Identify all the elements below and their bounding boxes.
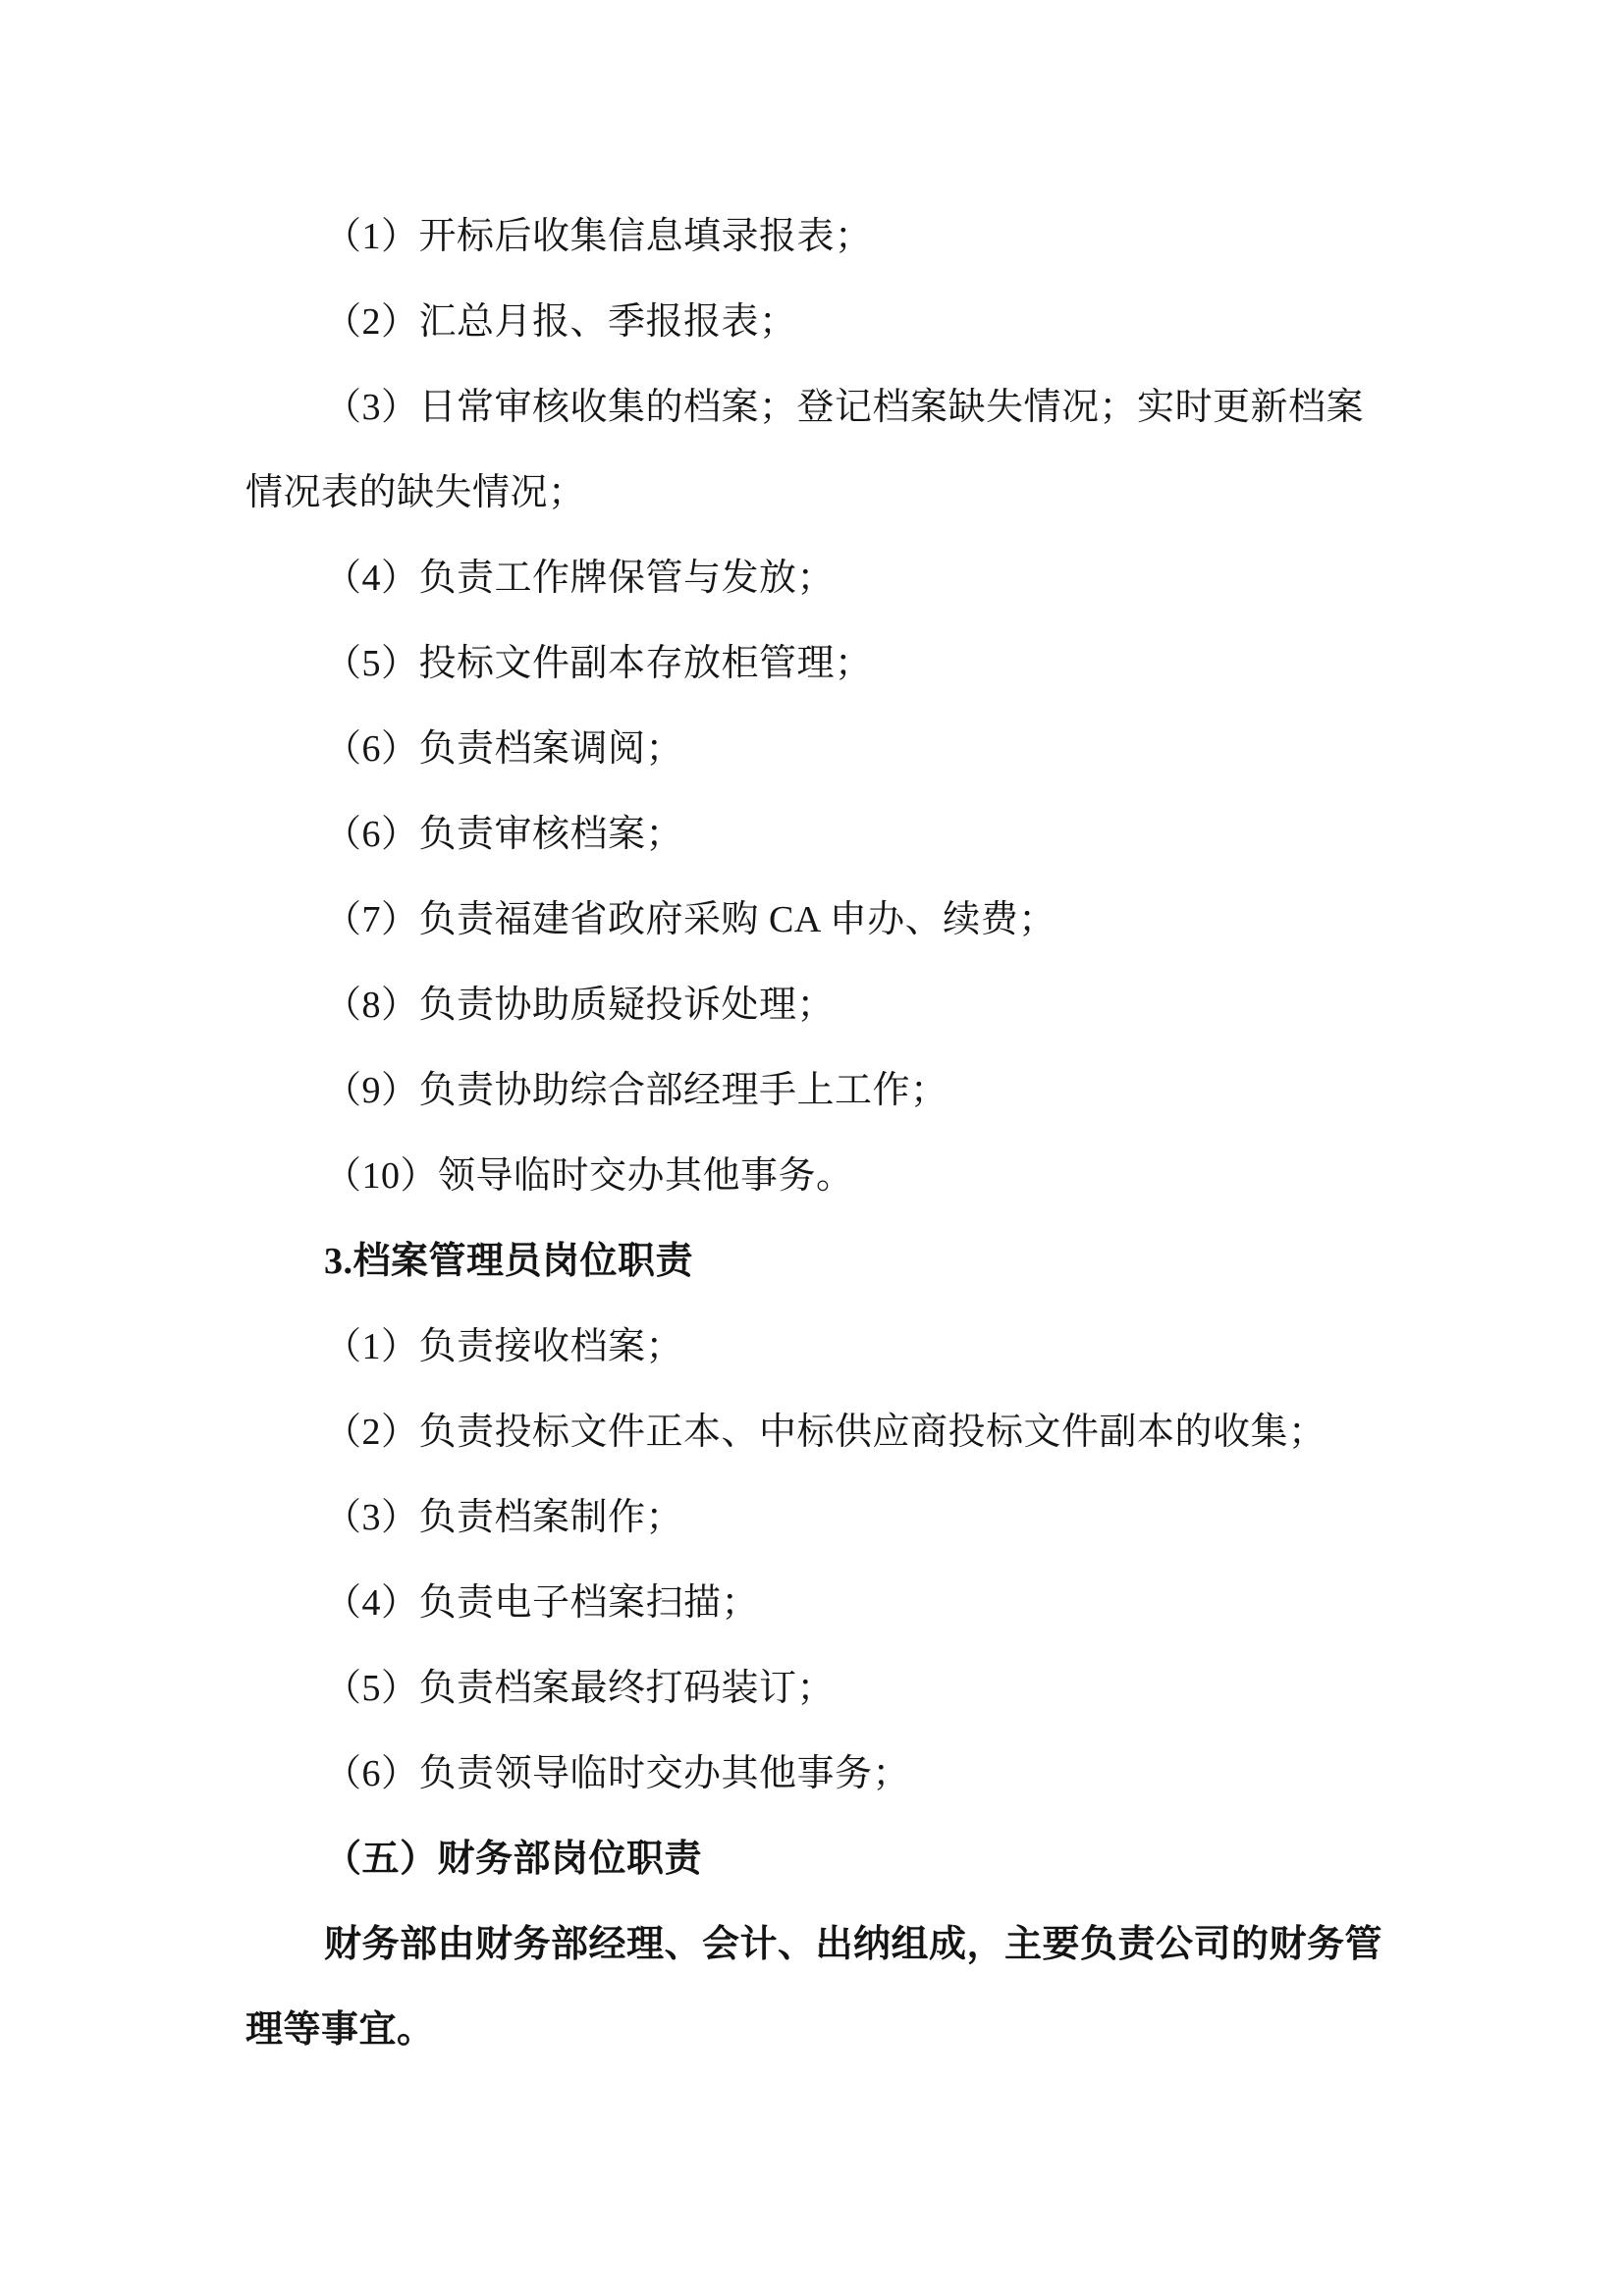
list-item-line: （2）汇总月报、季报报表；	[324, 301, 797, 343]
list-item-line: （6）负责档案调阅；	[324, 728, 684, 770]
list-item-line: （5）负责档案最终打码装订；	[324, 1668, 836, 1709]
section-heading: （五）财务部岗位职责	[324, 1839, 703, 1880]
list-item-line: （10）领导临时交办其他事务。	[324, 1155, 854, 1197]
document-content	[245, 194, 1383, 2073]
paragraph-continuation-line: 理等事宜。	[245, 2009, 435, 2051]
list-item-line: （7）负责福建省政府采购 CA 申办、续费；	[324, 899, 1056, 940]
list-item-line: （6）负责领导临时交办其他事务；	[324, 1753, 911, 1794]
list-item-line: （2）负责投标文件正本、中标供应商投标文件副本的收集；	[324, 1412, 1326, 1453]
list-item-line: （9）负责协助综合部经理手上工作；	[324, 1070, 948, 1111]
list-item-line: （4）负责电子档案扫描；	[324, 1582, 760, 1624]
paragraph-continuation-line: 情况表的缺失情况；	[245, 472, 586, 513]
list-item-line: （4）负责工作牌保管与发放；	[324, 558, 836, 599]
list-item-line: （3）日常审核收集的档案；登记档案缺失情况；实时更新档案	[324, 387, 1365, 428]
list-item-line: （1）负责接收档案；	[324, 1326, 684, 1367]
list-item-line: （1）开标后收集信息填录报表；	[324, 216, 873, 257]
paragraph-line: 财务部由财务部经理、会计、出纳组成，主要负责公司的财务管	[324, 1924, 1383, 1965]
section-heading: 3.档案管理员岗位职责	[324, 1241, 694, 1282]
list-item-line: （5）投标文件副本存放柜管理；	[324, 643, 873, 684]
list-item-line: （8）负责协助质疑投诉处理；	[324, 985, 836, 1026]
list-item-line: （3）负责档案制作；	[324, 1497, 684, 1538]
list-item-line: （6）负责审核档案；	[324, 814, 684, 855]
